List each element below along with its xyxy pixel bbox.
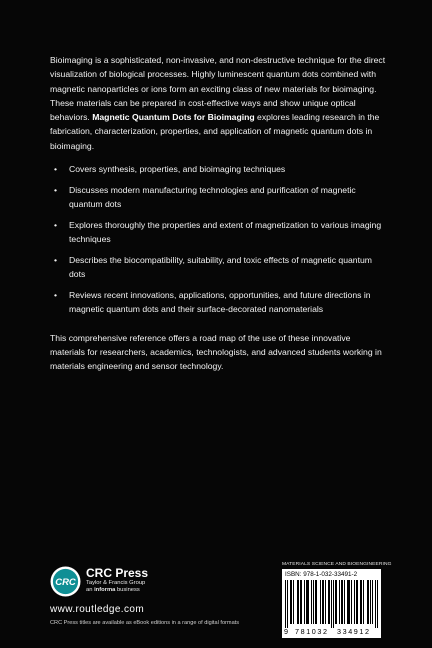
informa-business — [86, 587, 148, 594]
barcode-bar — [307, 580, 308, 624]
publisher-group: Taylor & Francis Group — [86, 580, 146, 586]
feature-item — [54, 183, 386, 212]
barcode-bar — [293, 580, 294, 624]
barcode-bar — [360, 580, 361, 624]
feature-item — [54, 288, 386, 317]
barcode-bar — [323, 580, 324, 624]
barcode-bar — [306, 580, 307, 624]
publisher-website[interactable]: www.routledge.com — [50, 604, 145, 615]
cover-text — [50, 53, 386, 374]
barcode-bar — [298, 580, 299, 624]
barcode-digits-right: 334912 — [337, 627, 371, 636]
barcode-bar — [368, 580, 369, 624]
barcode-bar — [313, 580, 314, 624]
barcode-bar — [325, 580, 326, 624]
barcode-bar — [357, 580, 358, 624]
feature-text: Covers synthesis, properties, and bioimaging techniques — [69, 164, 286, 175]
isbn-box — [282, 569, 381, 638]
barcode-bar — [339, 580, 340, 624]
bullet-dot: • — [54, 255, 58, 266]
barcode-bar — [372, 580, 373, 624]
feature-text: Explores thoroughly the properties and extent of magnetization to various imaging techniques — [69, 219, 382, 245]
feature-text: Reviews recent innovations, applications, opportunities, and future directions in magnetic quantum dots and their surface-decorated nanomaterials — [69, 290, 371, 315]
barcode-bar — [336, 580, 337, 624]
barcode-bar — [285, 580, 286, 628]
barcode-bar — [287, 580, 288, 628]
barcode-bar — [367, 580, 368, 624]
barcode-bar — [347, 580, 348, 624]
barcode-bar — [331, 580, 332, 628]
barcode-bar — [356, 580, 357, 624]
barcode-bar — [291, 580, 292, 624]
description-text-continued: explores leading research in the fabrication, characterization, properties, and application of magnetic quantum dots in bioimaging. — [50, 112, 380, 151]
barcode-digit-first: 9 — [284, 627, 288, 636]
barcode-bar — [304, 580, 305, 624]
bullet-dot: • — [54, 164, 58, 175]
barcode-bar — [351, 580, 352, 624]
barcode-bar — [297, 580, 298, 624]
subject-category: MATERIALS SCIENCE AND BIOENGINEERING — [282, 562, 392, 567]
feature-text: Describes the biocompatibility, suitability, and toxic effects of magnetic quantum dots — [69, 255, 372, 280]
feature-item — [54, 162, 386, 176]
barcode-bar — [375, 580, 376, 628]
feature-list — [54, 162, 386, 317]
barcode-bar — [341, 580, 342, 624]
barcode-bar — [301, 580, 302, 624]
barcode-bar — [316, 580, 317, 624]
barcode-bar — [329, 580, 330, 624]
barcode-bar — [315, 580, 316, 624]
publisher-name-block — [86, 567, 148, 594]
barcode-bar — [328, 580, 329, 624]
bullet-dot: • — [54, 219, 58, 230]
barcode-bar — [349, 580, 350, 624]
informa-suffix: business — [115, 587, 140, 593]
barcode-bar — [311, 580, 312, 624]
barcode-bar — [290, 580, 291, 624]
barcode-bar — [335, 580, 336, 624]
barcode-bar — [377, 580, 378, 628]
closing-paragraph: This comprehensive reference offers a road map of the use of these innovative materials for researchers, academics, technologists, and advanced students working in materials engineering and sensor technology. — [50, 332, 382, 372]
barcode-bar — [320, 580, 321, 624]
barcode-bar — [333, 580, 334, 628]
barcode-block — [282, 562, 392, 638]
description-paragraph — [50, 53, 386, 153]
barcode-bar — [348, 580, 349, 624]
crc-logo-text: CRC — [55, 577, 76, 589]
crc-logo-icon — [50, 566, 81, 597]
description-text: Bioimaging is a sophisticated, non-invasive, and non-destructive technique for the direct visualization of biological processes. Highly luminescent quantum dots combined with magnetic nanoparticles or ions form an exciting class of new materials for bioimaging. These materials can be prepared in cost-effective ways and show unique optical behaviors. — [50, 55, 386, 123]
bullet-dot: • — [54, 290, 58, 301]
barcode-bar — [322, 580, 323, 624]
publisher-name: CRC Press — [86, 566, 149, 580]
barcode-icon — [285, 580, 378, 628]
bullet-dot: • — [54, 184, 58, 195]
book-title: Magnetic Quantum Dots for Bioimaging — [92, 112, 255, 123]
informa-name: informa — [94, 587, 116, 593]
feature-item — [54, 253, 386, 282]
informa-prefix: an — [86, 587, 95, 593]
isbn-number: ISBN: 978-1-032-33491-2 — [285, 571, 358, 578]
barcode-bar — [300, 580, 301, 624]
feature-item — [54, 218, 386, 247]
barcode-bar — [342, 580, 343, 624]
barcode-bar — [363, 580, 364, 624]
feature-text: Discusses modern manufacturing technologies and purification of magnetic quantum dots — [69, 184, 356, 210]
barcode-bar — [354, 580, 355, 624]
barcode-digits-left: 781032 — [295, 627, 329, 636]
barcode-bar — [361, 580, 362, 624]
barcode-bar — [308, 580, 309, 624]
barcode-bar — [344, 580, 345, 624]
ebook-note: CRC Press titles are available as eBook editions in a range of digital formats — [50, 620, 240, 626]
barcode-bar — [370, 580, 371, 624]
